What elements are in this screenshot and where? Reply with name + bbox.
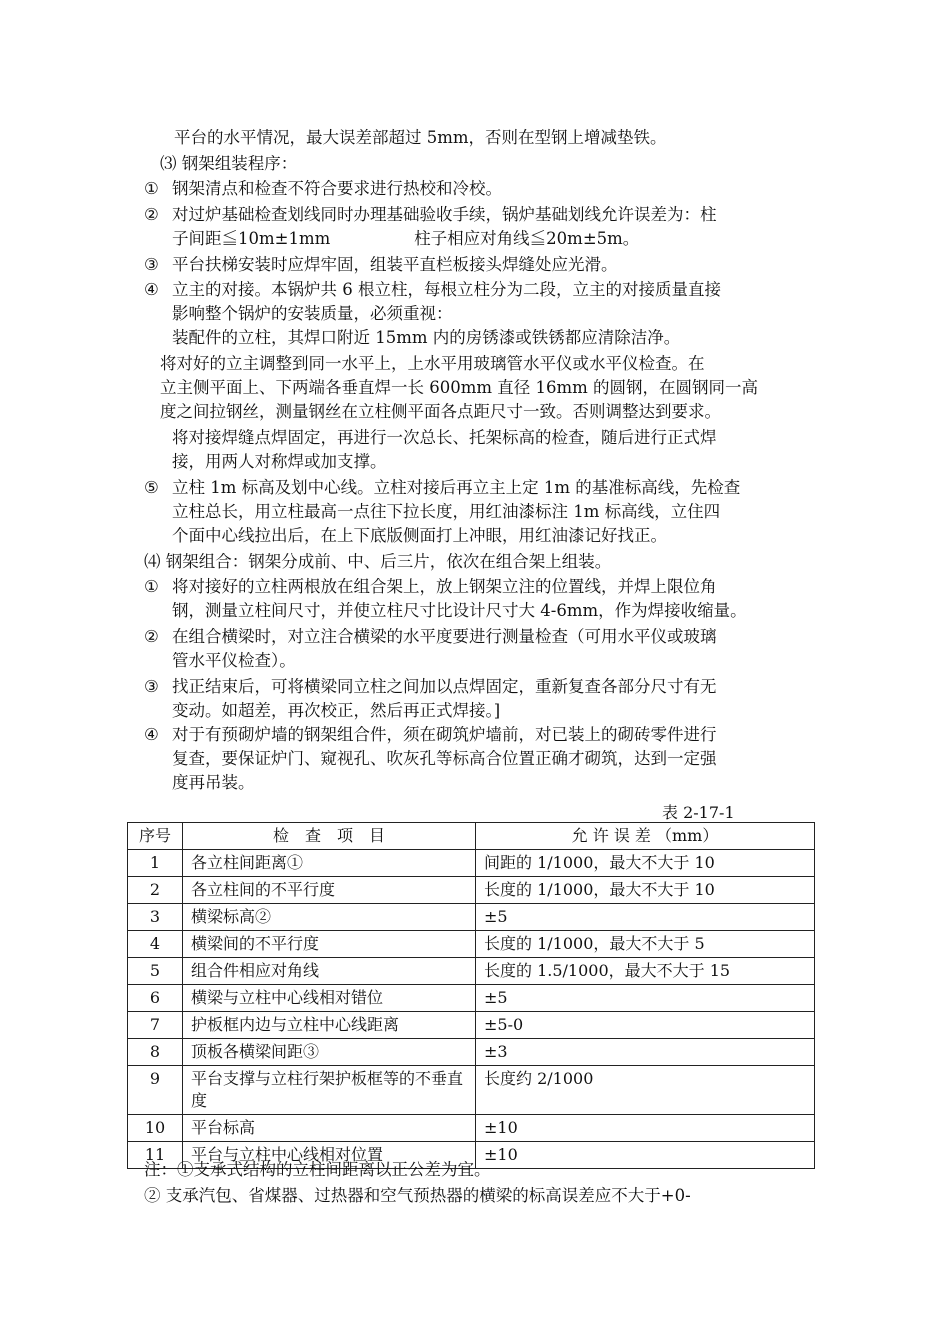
list-item bbox=[144, 725, 717, 745]
text-line: 装配件的立柱，其焊口附近 15mm 内的房锈漆或铁锈都应清除洁净。 bbox=[172, 328, 681, 347]
row-item: 横梁间的不平行度 bbox=[183, 931, 476, 958]
text-line: 个面中心线拉出后，在上下底版侧面打上冲眼，用红油漆记好找正。 bbox=[172, 526, 667, 545]
text-line: 子间距≦10m±1mm 柱子相应对角线≦20m±5m。 bbox=[172, 229, 640, 248]
item-text: 平台扶梯安装时应焊牢固，组装平直栏板接头焊缝处应光滑。 bbox=[172, 255, 618, 274]
text-line: 将对接焊缝点焊固定，再进行一次总长、托架标高的检查，随后进行正式焊 bbox=[172, 428, 717, 447]
text-line: 度再吊装。 bbox=[172, 773, 255, 792]
list-item bbox=[144, 179, 502, 199]
row-tolerance: 长度的 1/1000，最大不大于 5 bbox=[476, 931, 815, 958]
text-line: 立柱总长，用立柱最高一点往下拉长度，用红油漆标注 1m 标高线，立住四 bbox=[172, 502, 721, 521]
item-number: ② bbox=[144, 205, 159, 224]
row-tolerance: ±10 bbox=[476, 1142, 815, 1169]
row-tolerance: 长度约 2/1000 bbox=[476, 1066, 815, 1115]
row-index: 1 bbox=[128, 850, 183, 877]
item-text: 立主的对接。本锅炉共 6 根立柱，每根立柱分为二段，立主的对接质量直接 bbox=[172, 280, 721, 299]
text-line: 将对好的立主调整到同一水平上，上水平用玻璃管水平仪或水平仪检查。在 bbox=[160, 354, 705, 373]
row-index: 3 bbox=[128, 904, 183, 931]
table-row bbox=[128, 1115, 815, 1142]
item-text: 在组合横梁时，对立注合横梁的水平度要进行测量检查（可用水平仪或玻璃 bbox=[172, 627, 717, 646]
header-item: 检 查 项 目 bbox=[183, 823, 476, 850]
list-item bbox=[144, 677, 717, 697]
table-row bbox=[128, 1039, 815, 1066]
item-number: ④ bbox=[144, 725, 159, 744]
table-header-row bbox=[128, 823, 815, 850]
text-line: 立主侧平面上、下两端各垂直焊一长 600mm 直径 16mm 的圆钢，在圆钢同一高 bbox=[160, 378, 759, 397]
row-tolerance: 长度的 1/1000，最大不大于 10 bbox=[476, 877, 815, 904]
row-item: 横梁标高② bbox=[183, 904, 476, 931]
list-item bbox=[144, 255, 618, 275]
table-row bbox=[128, 1066, 815, 1115]
item-number: ③ bbox=[144, 677, 159, 696]
note-line: 注：①支承式结构的立柱间距离以正公差为宜。 bbox=[144, 1160, 491, 1179]
item-text: 对过炉基础检查划线同时办理基础验收手续，锅炉基础划线允许误差为：柱 bbox=[172, 205, 717, 224]
text-line: 平台的水平情况，最大误差部超过 5mm，否则在型钢上增减垫铁。 bbox=[174, 128, 667, 147]
text-line: 影响整个锅炉的安装质量，必须重视： bbox=[172, 304, 453, 323]
item-number: ① bbox=[144, 577, 159, 596]
row-index: 7 bbox=[128, 1012, 183, 1039]
row-tolerance: ±5 bbox=[476, 985, 815, 1012]
row-index: 11 bbox=[128, 1142, 183, 1169]
text-line: 接，用两人对称焊或加支撑。 bbox=[172, 452, 387, 471]
row-tolerance: ±3 bbox=[476, 1039, 815, 1066]
row-item: 平台标高 bbox=[183, 1115, 476, 1142]
row-tolerance: ±5 bbox=[476, 904, 815, 931]
header-index: 序号 bbox=[128, 823, 183, 850]
item-number: ④ bbox=[144, 280, 159, 299]
row-item: 护板框内边与立柱中心线距离 bbox=[183, 1012, 476, 1039]
row-item: 各立柱间距离① bbox=[183, 850, 476, 877]
item-number: ③ bbox=[144, 255, 159, 274]
item-text: 找正结束后，可将横梁同立柱之间加以点焊固定，重新复查各部分尺寸有无 bbox=[172, 677, 717, 696]
table-row bbox=[128, 877, 815, 904]
row-item: 横梁与立柱中心线相对错位 bbox=[183, 985, 476, 1012]
row-index: 10 bbox=[128, 1115, 183, 1142]
item-text: 将对接好的立柱两根放在组合架上，放上钢架立注的位置线，并焊上限位角 bbox=[172, 577, 717, 596]
table-row bbox=[128, 904, 815, 931]
row-index: 5 bbox=[128, 958, 183, 985]
text-line: 复查，要保证炉门、窥视孔、吹灰孔等标高合位置正确才砌筑，达到一定强 bbox=[172, 749, 717, 768]
item-text: 立柱 1m 标高及划中心线。立柱对接后再立主上定 1m 的基准标高线，先检查 bbox=[172, 478, 741, 497]
list-item bbox=[144, 205, 717, 225]
table-body bbox=[128, 850, 815, 1169]
row-item: 平台支撑与立柱行架护板框等的不垂直度 bbox=[183, 1066, 476, 1115]
row-item: 各立柱间的不平行度 bbox=[183, 877, 476, 904]
list-item bbox=[144, 478, 740, 498]
list-item bbox=[144, 577, 717, 597]
row-index: 8 bbox=[128, 1039, 183, 1066]
table-row bbox=[128, 850, 815, 877]
text-line: 度之间拉钢丝，测量钢丝在立柱侧平面各点距尺寸一致。否则调整达到要求。 bbox=[160, 402, 721, 421]
row-index: 9 bbox=[128, 1066, 183, 1115]
header-tolerance: 允 许 误 差 （mm） bbox=[476, 823, 815, 850]
table-caption: 表 2-17-1 bbox=[662, 803, 735, 822]
item-number: ② bbox=[144, 627, 159, 646]
list-item bbox=[144, 280, 721, 300]
row-tolerance: 长度的 1.5/1000，最大不大于 15 bbox=[476, 958, 815, 985]
table-row bbox=[128, 985, 815, 1012]
table-row bbox=[128, 1012, 815, 1039]
row-tolerance: 间距的 1/1000，最大不大于 10 bbox=[476, 850, 815, 877]
tolerance-table bbox=[127, 822, 815, 1169]
item-text: 对于有预砌炉墙的钢架组合件，须在砌筑炉墙前，对已装上的砌砖零件进行 bbox=[172, 725, 717, 744]
row-index: 2 bbox=[128, 877, 183, 904]
row-index: 6 bbox=[128, 985, 183, 1012]
row-item: 组合件相应对角线 bbox=[183, 958, 476, 985]
table-row bbox=[128, 931, 815, 958]
row-index: 4 bbox=[128, 931, 183, 958]
item-number: ① bbox=[144, 179, 159, 198]
row-tolerance: ±5-0 bbox=[476, 1012, 815, 1039]
table-row bbox=[128, 958, 815, 985]
note-line: ② 支承汽包、省煤器、过热器和空气预热器的横梁的标高误差应不大于+0- bbox=[144, 1186, 691, 1205]
text-line: 变动。如超差，再次校正，然后再正式焊接。] bbox=[172, 701, 501, 720]
row-tolerance: ±10 bbox=[476, 1115, 815, 1142]
row-item: 顶板各横梁间距③ bbox=[183, 1039, 476, 1066]
list-item bbox=[144, 627, 717, 647]
item-number: ⑤ bbox=[144, 478, 159, 497]
item-text: 钢架清点和检查不符合要求进行热校和冷校。 bbox=[172, 179, 502, 198]
section-heading: ⑷ 钢架组合：钢架分成前、中、后三片，依次在组合架上组装。 bbox=[144, 552, 612, 571]
section-heading: ⑶ 钢架组装程序： bbox=[160, 154, 298, 173]
text-line: 钢，测量立柱间尺寸，并使立柱尺寸比设计尺寸大 4-6mm，作为焊接收缩量。 bbox=[172, 601, 747, 620]
row-item: 平台与立柱中心线相对位置 bbox=[183, 1142, 476, 1169]
text-line: 管水平仪检查）。 bbox=[172, 651, 296, 670]
